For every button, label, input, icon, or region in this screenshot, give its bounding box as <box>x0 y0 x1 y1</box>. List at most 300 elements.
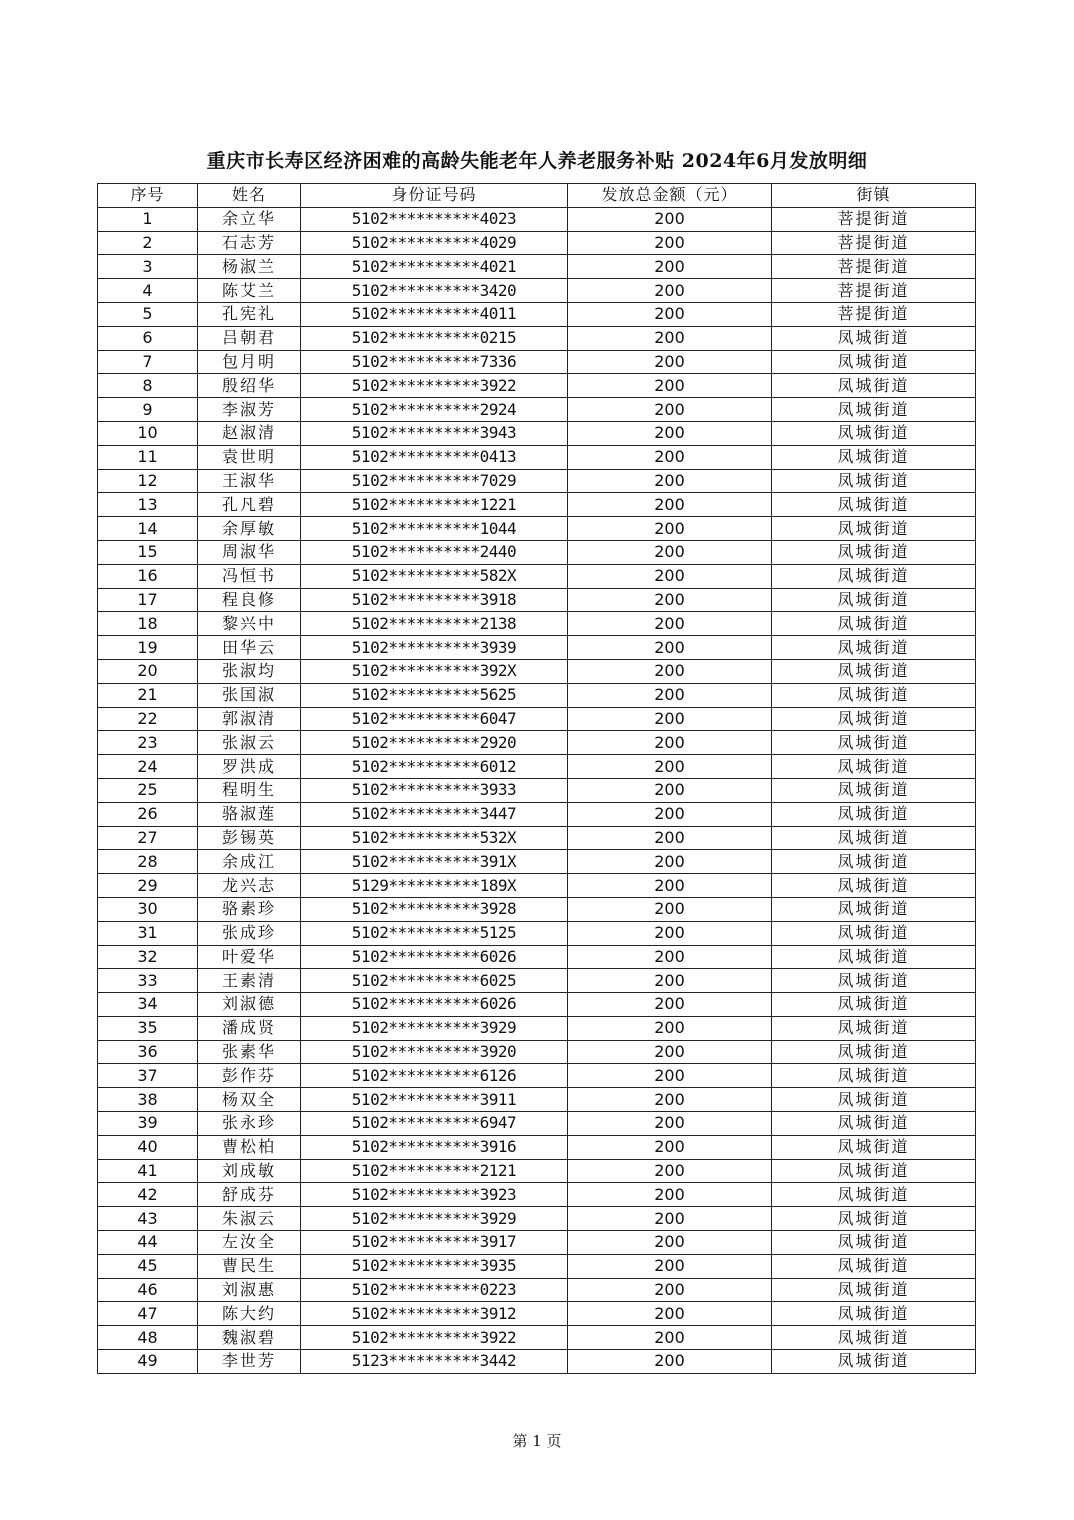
cell-amount: 200 <box>568 731 772 755</box>
cell-name: 叶爱华 <box>198 945 301 969</box>
table-row <box>98 445 976 469</box>
cell-town: 凤城街道 <box>772 564 976 588</box>
cell-town: 凤城街道 <box>772 659 976 683</box>
cell-id-number: 5102**********3918 <box>301 588 568 612</box>
cell-town: 凤城街道 <box>772 517 976 541</box>
cell-index: 34 <box>98 993 198 1017</box>
table-row <box>98 279 976 303</box>
table-row <box>98 850 976 874</box>
cell-amount: 200 <box>568 1159 772 1183</box>
cell-town: 菩提街道 <box>772 279 976 303</box>
cell-amount: 200 <box>568 1350 772 1374</box>
subsidy-table <box>97 183 976 1374</box>
cell-id-number: 5102**********3922 <box>301 374 568 398</box>
cell-amount: 200 <box>568 1302 772 1326</box>
cell-town: 凤城街道 <box>772 1040 976 1064</box>
cell-id-number: 5102**********3935 <box>301 1254 568 1278</box>
cell-name: 曹松柏 <box>198 1135 301 1159</box>
cell-name: 郭淑清 <box>198 707 301 731</box>
cell-amount: 200 <box>568 231 772 255</box>
cell-amount: 200 <box>568 255 772 279</box>
cell-id-number: 5102**********3922 <box>301 1326 568 1350</box>
cell-name: 刘成敏 <box>198 1159 301 1183</box>
cell-name: 殷绍华 <box>198 374 301 398</box>
cell-name: 潘成贤 <box>198 1016 301 1040</box>
cell-index: 46 <box>98 1278 198 1302</box>
cell-town: 凤城街道 <box>772 374 976 398</box>
cell-name: 彭锡英 <box>198 826 301 850</box>
cell-index: 15 <box>98 540 198 564</box>
cell-name: 张淑云 <box>198 731 301 755</box>
cell-amount: 200 <box>568 945 772 969</box>
cell-name: 骆素珍 <box>198 897 301 921</box>
cell-amount: 200 <box>568 374 772 398</box>
cell-name: 朱淑云 <box>198 1207 301 1231</box>
cell-index: 7 <box>98 350 198 374</box>
cell-town: 菩提街道 <box>772 255 976 279</box>
cell-index: 33 <box>98 969 198 993</box>
cell-id-number: 5102**********4023 <box>301 207 568 231</box>
table-row <box>98 421 976 445</box>
table-row <box>98 874 976 898</box>
cell-id-number: 5102**********6026 <box>301 945 568 969</box>
cell-name: 陈大约 <box>198 1302 301 1326</box>
cell-amount: 200 <box>568 659 772 683</box>
cell-town: 凤城街道 <box>772 445 976 469</box>
cell-town: 凤城街道 <box>772 1159 976 1183</box>
table-row <box>98 398 976 422</box>
cell-amount: 200 <box>568 207 772 231</box>
cell-amount: 200 <box>568 969 772 993</box>
cell-index: 23 <box>98 731 198 755</box>
cell-id-number: 5102**********2121 <box>301 1159 568 1183</box>
table-row <box>98 897 976 921</box>
table-row <box>98 659 976 683</box>
table-row <box>98 1135 976 1159</box>
cell-amount: 200 <box>568 1112 772 1136</box>
cell-name: 赵淑清 <box>198 421 301 445</box>
cell-index: 29 <box>98 874 198 898</box>
cell-town: 凤城街道 <box>772 1135 976 1159</box>
table-row <box>98 1350 976 1374</box>
cell-amount: 200 <box>568 588 772 612</box>
cell-id-number: 5102**********6012 <box>301 755 568 779</box>
cell-index: 24 <box>98 755 198 779</box>
cell-amount: 200 <box>568 993 772 1017</box>
cell-index: 40 <box>98 1135 198 1159</box>
cell-id-number: 5102**********3917 <box>301 1231 568 1255</box>
cell-name: 刘淑惠 <box>198 1278 301 1302</box>
cell-index: 31 <box>98 921 198 945</box>
cell-name: 张成珍 <box>198 921 301 945</box>
cell-amount: 200 <box>568 755 772 779</box>
cell-index: 28 <box>98 850 198 874</box>
cell-town: 凤城街道 <box>772 398 976 422</box>
cell-name: 张素华 <box>198 1040 301 1064</box>
cell-index: 49 <box>98 1350 198 1374</box>
cell-id-number: 5102**********3928 <box>301 897 568 921</box>
cell-town: 凤城街道 <box>772 1016 976 1040</box>
cell-id-number: 5102**********0215 <box>301 326 568 350</box>
cell-amount: 200 <box>568 636 772 660</box>
table-row <box>98 469 976 493</box>
cell-id-number: 5102**********3911 <box>301 1088 568 1112</box>
table-row <box>98 564 976 588</box>
cell-town: 凤城街道 <box>772 1088 976 1112</box>
cell-town: 菩提街道 <box>772 231 976 255</box>
cell-id-number: 5102**********5125 <box>301 921 568 945</box>
cell-town: 凤城街道 <box>772 874 976 898</box>
cell-amount: 200 <box>568 398 772 422</box>
cell-name: 李世芳 <box>198 1350 301 1374</box>
cell-id-number: 5102**********3943 <box>301 421 568 445</box>
table-row <box>98 921 976 945</box>
cell-index: 9 <box>98 398 198 422</box>
cell-name: 余成江 <box>198 850 301 874</box>
table-body <box>98 207 976 1373</box>
header-name: 姓名 <box>198 184 301 208</box>
cell-town: 凤城街道 <box>772 1350 976 1374</box>
cell-index: 27 <box>98 826 198 850</box>
cell-amount: 200 <box>568 540 772 564</box>
table-row <box>98 231 976 255</box>
table-row <box>98 1231 976 1255</box>
cell-id-number: 5102**********3420 <box>301 279 568 303</box>
cell-index: 19 <box>98 636 198 660</box>
cell-id-number: 5102**********4021 <box>301 255 568 279</box>
table-row <box>98 1016 976 1040</box>
cell-name: 李淑芳 <box>198 398 301 422</box>
cell-name: 石志芳 <box>198 231 301 255</box>
table-row <box>98 350 976 374</box>
table-row <box>98 1159 976 1183</box>
cell-amount: 200 <box>568 874 772 898</box>
cell-town: 凤城街道 <box>772 1302 976 1326</box>
table-row <box>98 1064 976 1088</box>
cell-id-number: 5102**********532X <box>301 826 568 850</box>
cell-town: 凤城街道 <box>772 636 976 660</box>
cell-name: 陈艾兰 <box>198 279 301 303</box>
table-row <box>98 540 976 564</box>
cell-name: 余厚敏 <box>198 517 301 541</box>
cell-index: 38 <box>98 1088 198 1112</box>
cell-id-number: 5102**********6947 <box>301 1112 568 1136</box>
cell-index: 6 <box>98 326 198 350</box>
cell-id-number: 5102**********1221 <box>301 493 568 517</box>
cell-amount: 200 <box>568 1326 772 1350</box>
table-row <box>98 1183 976 1207</box>
cell-town: 凤城街道 <box>772 612 976 636</box>
cell-name: 杨双全 <box>198 1088 301 1112</box>
cell-id-number: 5102**********5625 <box>301 683 568 707</box>
cell-index: 13 <box>98 493 198 517</box>
cell-name: 包月明 <box>198 350 301 374</box>
cell-index: 42 <box>98 1183 198 1207</box>
cell-amount: 200 <box>568 1064 772 1088</box>
cell-index: 41 <box>98 1159 198 1183</box>
cell-name: 曹民生 <box>198 1254 301 1278</box>
cell-town: 菩提街道 <box>772 302 976 326</box>
cell-name: 彭作芬 <box>198 1064 301 1088</box>
cell-town: 凤城街道 <box>772 540 976 564</box>
cell-town: 凤城街道 <box>772 1231 976 1255</box>
header-amount: 发放总金额（元） <box>568 184 772 208</box>
cell-amount: 200 <box>568 778 772 802</box>
cell-name: 田华云 <box>198 636 301 660</box>
cell-amount: 200 <box>568 493 772 517</box>
table-row <box>98 802 976 826</box>
cell-name: 王淑华 <box>198 469 301 493</box>
cell-name: 魏淑碧 <box>198 1326 301 1350</box>
page-number: 第 1 页 <box>512 1432 562 1450</box>
cell-amount: 200 <box>568 517 772 541</box>
cell-name: 程良修 <box>198 588 301 612</box>
cell-id-number: 5102**********7029 <box>301 469 568 493</box>
table-row <box>98 683 976 707</box>
cell-amount: 200 <box>568 302 772 326</box>
cell-index: 5 <box>98 302 198 326</box>
cell-town: 凤城街道 <box>772 326 976 350</box>
cell-town: 凤城街道 <box>772 683 976 707</box>
cell-id-number: 5102**********3933 <box>301 778 568 802</box>
cell-id-number: 5102**********392X <box>301 659 568 683</box>
cell-amount: 200 <box>568 1016 772 1040</box>
cell-index: 44 <box>98 1231 198 1255</box>
cell-amount: 200 <box>568 1278 772 1302</box>
table-row <box>98 1302 976 1326</box>
cell-index: 36 <box>98 1040 198 1064</box>
cell-id-number: 5102**********4029 <box>301 231 568 255</box>
cell-id-number: 5102**********2924 <box>301 398 568 422</box>
cell-index: 11 <box>98 445 198 469</box>
cell-name: 孔凡碧 <box>198 493 301 517</box>
table-row <box>98 374 976 398</box>
cell-town: 凤城街道 <box>772 493 976 517</box>
cell-town: 凤城街道 <box>772 1326 976 1350</box>
cell-town: 凤城街道 <box>772 969 976 993</box>
cell-name: 程明生 <box>198 778 301 802</box>
cell-name: 刘淑德 <box>198 993 301 1017</box>
table-row <box>98 755 976 779</box>
cell-id-number: 5102**********3939 <box>301 636 568 660</box>
table-row <box>98 1207 976 1231</box>
cell-town: 凤城街道 <box>772 1064 976 1088</box>
cell-amount: 200 <box>568 279 772 303</box>
cell-id-number: 5102**********3929 <box>301 1016 568 1040</box>
cell-id-number: 5102**********4011 <box>301 302 568 326</box>
cell-town: 凤城街道 <box>772 897 976 921</box>
cell-town: 凤城街道 <box>772 1183 976 1207</box>
cell-amount: 200 <box>568 921 772 945</box>
cell-index: 47 <box>98 1302 198 1326</box>
cell-town: 凤城街道 <box>772 421 976 445</box>
cell-index: 48 <box>98 1326 198 1350</box>
cell-index: 14 <box>98 517 198 541</box>
cell-town: 凤城街道 <box>772 1207 976 1231</box>
cell-town: 凤城街道 <box>772 778 976 802</box>
cell-id-number: 5102**********582X <box>301 564 568 588</box>
cell-name: 吕朝君 <box>198 326 301 350</box>
cell-id-number: 5102**********3447 <box>301 802 568 826</box>
cell-id-number: 5102**********6026 <box>301 993 568 1017</box>
table-row <box>98 588 976 612</box>
cell-index: 20 <box>98 659 198 683</box>
cell-id-number: 5102**********2920 <box>301 731 568 755</box>
table-row <box>98 493 976 517</box>
cell-id-number: 5102**********0223 <box>301 1278 568 1302</box>
cell-index: 26 <box>98 802 198 826</box>
cell-amount: 200 <box>568 564 772 588</box>
cell-amount: 200 <box>568 850 772 874</box>
table-row <box>98 326 976 350</box>
cell-id-number: 5102**********7336 <box>301 350 568 374</box>
cell-index: 10 <box>98 421 198 445</box>
cell-amount: 200 <box>568 683 772 707</box>
cell-town: 凤城街道 <box>772 350 976 374</box>
table-row <box>98 1278 976 1302</box>
cell-index: 32 <box>98 945 198 969</box>
cell-town: 凤城街道 <box>772 1278 976 1302</box>
cell-amount: 200 <box>568 707 772 731</box>
table-row <box>98 207 976 231</box>
cell-id-number: 5102**********6047 <box>301 707 568 731</box>
cell-id-number: 5102**********2440 <box>301 540 568 564</box>
cell-id-number: 5102**********3912 <box>301 1302 568 1326</box>
table-row <box>98 826 976 850</box>
table-row <box>98 1112 976 1136</box>
cell-index: 4 <box>98 279 198 303</box>
cell-amount: 200 <box>568 1254 772 1278</box>
cell-id-number: 5102**********3923 <box>301 1183 568 1207</box>
table-row <box>98 993 976 1017</box>
cell-town: 菩提街道 <box>772 207 976 231</box>
header-id-number: 身份证号码 <box>301 184 568 208</box>
cell-town: 凤城街道 <box>772 755 976 779</box>
cell-amount: 200 <box>568 469 772 493</box>
cell-amount: 200 <box>568 826 772 850</box>
cell-amount: 200 <box>568 1207 772 1231</box>
cell-index: 39 <box>98 1112 198 1136</box>
cell-name: 舒成芬 <box>198 1183 301 1207</box>
cell-amount: 200 <box>568 897 772 921</box>
cell-amount: 200 <box>568 1040 772 1064</box>
cell-index: 25 <box>98 778 198 802</box>
cell-name: 骆淑莲 <box>198 802 301 826</box>
table-row <box>98 1040 976 1064</box>
cell-amount: 200 <box>568 612 772 636</box>
table-row <box>98 707 976 731</box>
cell-index: 17 <box>98 588 198 612</box>
document-title: 重庆市长寿区经济困难的高龄失能老年人养老服务补贴 2024年6月发放明细 <box>206 150 868 172</box>
header-index: 序号 <box>98 184 198 208</box>
cell-index: 21 <box>98 683 198 707</box>
cell-name: 黎兴中 <box>198 612 301 636</box>
cell-amount: 200 <box>568 1088 772 1112</box>
cell-id-number: 5129**********189X <box>301 874 568 898</box>
cell-index: 16 <box>98 564 198 588</box>
table-header-row <box>98 184 976 208</box>
cell-index: 18 <box>98 612 198 636</box>
cell-index: 45 <box>98 1254 198 1278</box>
cell-town: 凤城街道 <box>772 1112 976 1136</box>
table-row <box>98 1326 976 1350</box>
cell-id-number: 5102**********3916 <box>301 1135 568 1159</box>
cell-id-number: 5102**********6126 <box>301 1064 568 1088</box>
cell-name: 余立华 <box>198 207 301 231</box>
table-row <box>98 255 976 279</box>
cell-index: 35 <box>98 1016 198 1040</box>
cell-name: 王素清 <box>198 969 301 993</box>
cell-name: 袁世明 <box>198 445 301 469</box>
cell-index: 30 <box>98 897 198 921</box>
cell-town: 凤城街道 <box>772 850 976 874</box>
cell-town: 凤城街道 <box>772 802 976 826</box>
cell-name: 孔宪礼 <box>198 302 301 326</box>
cell-name: 冯恒书 <box>198 564 301 588</box>
cell-amount: 200 <box>568 802 772 826</box>
table-row <box>98 731 976 755</box>
cell-id-number: 5102**********3920 <box>301 1040 568 1064</box>
cell-amount: 200 <box>568 421 772 445</box>
cell-amount: 200 <box>568 1231 772 1255</box>
table-row <box>98 969 976 993</box>
cell-id-number: 5102**********1044 <box>301 517 568 541</box>
cell-amount: 200 <box>568 326 772 350</box>
cell-town: 凤城街道 <box>772 707 976 731</box>
cell-id-number: 5102**********3929 <box>301 1207 568 1231</box>
table-row <box>98 1254 976 1278</box>
cell-index: 12 <box>98 469 198 493</box>
cell-index: 37 <box>98 1064 198 1088</box>
table-row <box>98 945 976 969</box>
cell-name: 左汝全 <box>198 1231 301 1255</box>
cell-town: 凤城街道 <box>772 588 976 612</box>
table-row <box>98 778 976 802</box>
cell-index: 43 <box>98 1207 198 1231</box>
cell-town: 凤城街道 <box>772 993 976 1017</box>
cell-name: 张永珍 <box>198 1112 301 1136</box>
table-row <box>98 302 976 326</box>
cell-name: 张淑均 <box>198 659 301 683</box>
cell-town: 凤城街道 <box>772 826 976 850</box>
table-row <box>98 612 976 636</box>
header-town: 街镇 <box>772 184 976 208</box>
table-row <box>98 636 976 660</box>
cell-name: 张国淑 <box>198 683 301 707</box>
cell-name: 杨淑兰 <box>198 255 301 279</box>
cell-name: 周淑华 <box>198 540 301 564</box>
cell-town: 凤城街道 <box>772 921 976 945</box>
cell-id-number: 5102**********6025 <box>301 969 568 993</box>
cell-index: 8 <box>98 374 198 398</box>
cell-id-number: 5102**********0413 <box>301 445 568 469</box>
cell-amount: 200 <box>568 1135 772 1159</box>
cell-amount: 200 <box>568 445 772 469</box>
cell-name: 罗洪成 <box>198 755 301 779</box>
cell-index: 3 <box>98 255 198 279</box>
cell-town: 凤城街道 <box>772 731 976 755</box>
cell-id-number: 5102**********2138 <box>301 612 568 636</box>
cell-town: 凤城街道 <box>772 1254 976 1278</box>
cell-index: 22 <box>98 707 198 731</box>
cell-amount: 200 <box>568 1183 772 1207</box>
cell-amount: 200 <box>568 350 772 374</box>
cell-town: 凤城街道 <box>772 469 976 493</box>
cell-index: 1 <box>98 207 198 231</box>
cell-id-number: 5102**********391X <box>301 850 568 874</box>
table-row <box>98 517 976 541</box>
cell-id-number: 5123**********3442 <box>301 1350 568 1374</box>
